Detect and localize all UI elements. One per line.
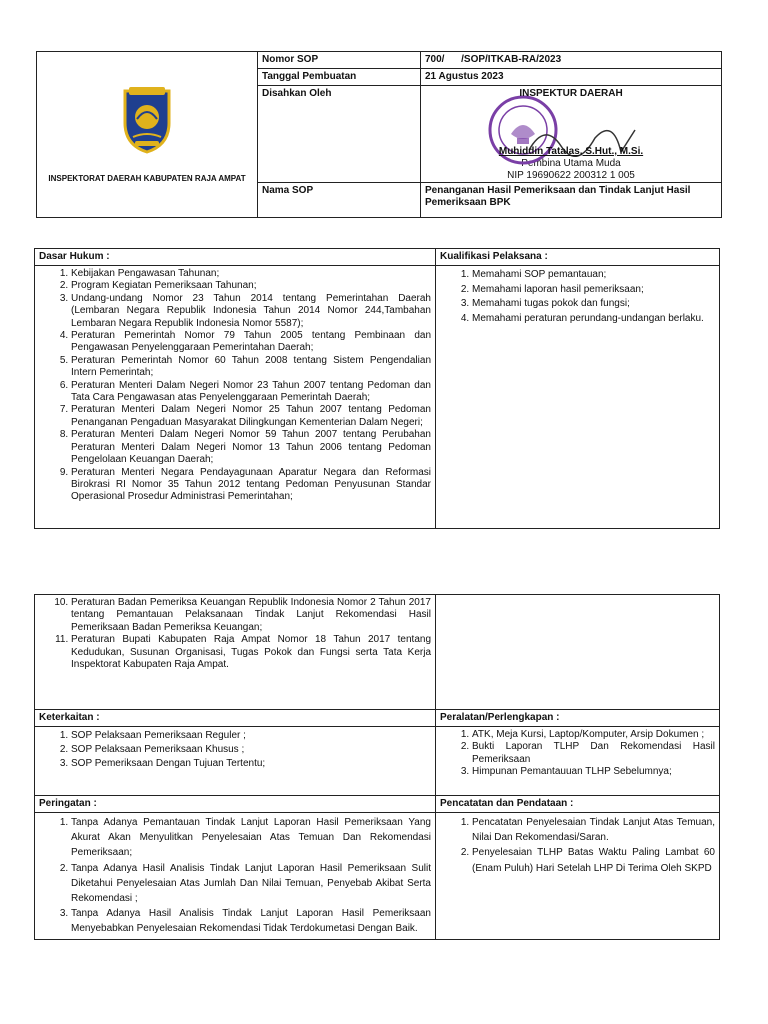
list-item: 6. Peraturan Menteri Dalam Negeri Nomor 23 Tahun 2007 tentang Pedoman dan Tata Cara Pengawasan atas Penyelenggaraan Pemerintah Daerah; (71, 380, 431, 405)
signatory-title: INSPEKTUR DAERAH (519, 88, 623, 99)
list-item: 2. SOP Pelaksaan Pemeriksaan Khusus ; (71, 743, 431, 757)
list-item: 9. Peraturan Menteri Negara Pendayagunaan Aparatur Negara dan Reformasi Birokrasi RI Nomor 35 Tahun 2012 tentang Pedoman Penyusunan Standar Operasional Prosedur Administrasi Pemerintahan; (71, 467, 431, 504)
keterkaitan-list (39, 729, 431, 771)
list-item: 3. Memahami tugas pokok dan fungsi; (472, 297, 715, 312)
list-item: 2. Memahami laporan hasil pemeriksaan; (472, 283, 715, 298)
value-nama-sop: Penanganan Hasil Pemeriksaan dan Tindak Lanjut Hasil Pemeriksaan BPK (421, 183, 722, 218)
empty-cell (436, 595, 720, 710)
signatory-name: Muhiddin Tatalas, S.Hut., M.Si. (498, 146, 644, 157)
value-tanggal: 21 Agustus 2023 (421, 69, 722, 86)
kualifikasi-heading: Kualifikasi Pelaksana : (436, 249, 720, 266)
list-item: 2. Program Kegiatan Pemeriksaan Tahunan; (71, 280, 431, 292)
label-disahkan: Disahkan Oleh (258, 86, 421, 183)
sop-detail-table (34, 594, 720, 940)
kualifikasi-list (440, 268, 715, 326)
kualifikasi-cell (436, 266, 720, 529)
list-item: 8. Peraturan Menteri Dalam Negeri Nomor 59 Tahun 2007 tentang Perubahan Peraturan Menteri Dalam Negeri Nomor 13 Tahun 2006 tentang Pedoman Pengelolaan Keuangan Daerah; (71, 429, 431, 466)
signatory-nip: NIP 19690622 200312 1 005 (507, 170, 635, 181)
list-item: 1. Tanpa Adanya Pemantauan Tindak Lanjut Laporan Hasil Pemeriksaan Yang Akurat Akan Menyulitkan Penyelesaian Atas Temuan Dan Rekomendasi Pemeriksaan; (71, 815, 431, 861)
pencatatan-list (440, 815, 715, 876)
list-item: 3. Himpunan Pemantauuan TLHP Sebelumnya; (472, 766, 715, 778)
institution-name: INSPEKTORAT DAERAH KABUPATEN RAJA AMPAT (48, 173, 246, 183)
peringatan-cell (35, 813, 436, 940)
list-item: 2. Penyelesaian TLHP Batas Waktu Paling Lambat 60 (Enam Puluh) Hari Setelah LHP Di Terima Oleh SKPD (472, 845, 715, 875)
list-item: 3. Tanpa Adanya Hasil Analisis Tindak Lanjut Laporan Hasil Pemeriksaan Menyebabkan Penyelesaian Rekomendasi Tidak Terdokumetasi Dengan Baik. (71, 906, 431, 936)
list-item: 3. Undang-undang Nomor 23 Tahun 2014 tentang Pemerintahan Daerah (Lembaran Negara Republik Indonesia Tahun 2014 Nomor 244,Tambahan Lembaran Negara Republik Indonesia Nomor 5587); (71, 293, 431, 330)
list-item: 1. Pencatatan Penyelesaian Tindak Lanjut Atas Temuan, Nilai Dan Rekomendasi/Saran. (472, 815, 715, 845)
list-item: 1. Memahami SOP pemantauan; (472, 268, 715, 283)
list-item: 1. Kebijakan Pengawasan Tahunan; (71, 268, 431, 280)
peralatan-list (440, 729, 715, 779)
list-item: 10. Peraturan Badan Pemeriksa Keuangan Republik Indonesia Nomor 2 Tahun 2017 tentang Pemantauan Pelaksanaan Tindak Lanjut Rekomendasi Hasil Pemeriksaan Badan Pemeriksa Keuangan; (71, 597, 431, 634)
list-item: 2. Tanpa Adanya Hasil Analisis Tindak Lanjut Laporan Hasil Pemeriksaan Sulit Diketahui Penyelesaian Atas Jumlah Dan Nilai Temuan, Penyebab Akibat Serta Rekomendasi ; (71, 861, 431, 907)
list-item: 1. SOP Pelaksaan Pemeriksaan Reguler ; (71, 729, 431, 743)
list-item: 5. Peraturan Pemerintah Nomor 60 Tahun 2008 tentang Sistem Pengendalian Intern Pemerintah; (71, 355, 431, 380)
keterkaitan-heading: Keterkaitan : (35, 710, 436, 727)
signatory-rank: Pembina Utama Muda (521, 158, 621, 169)
pencatatan-heading: Pencatatan dan Pendataan : (436, 796, 720, 813)
list-item: 4. Memahami peraturan perundang-undangan berlaku. (472, 312, 715, 327)
list-item: 4. Peraturan Pemerintah Nomor 79 Tahun 2005 tentang Pembinaan dan Pengawasan Penyelenggaraan Pemerintahan Daerah; (71, 330, 431, 355)
institution-cell (37, 52, 258, 218)
list-item: 3. SOP Pemeriksaan Dengan Tujuan Tertentu; (71, 757, 431, 771)
dasar-hukum-list-continued (39, 597, 431, 671)
sop-header-table (36, 51, 722, 218)
pencatatan-cell (436, 813, 720, 940)
peralatan-heading: Peralatan/Perlengkapan : (436, 710, 720, 727)
list-item: 11. Peraturan Bupati Kabupaten Raja Ampat Nomor 18 Tahun 2017 tentang Kedudukan, Susunan Organisasi, Tugas Pokok dan Fungsi serta Tata Kerja Inspektorat Kabupaten Raja Ampat. (71, 634, 431, 671)
value-nomor-sop: 700/ /SOP/ITKAB-RA/2023 (421, 52, 722, 69)
peralatan-cell (436, 727, 720, 796)
label-nama-sop: Nama SOP (258, 183, 421, 218)
dasar-hukum-heading: Dasar Hukum : (35, 249, 436, 266)
dasar-hukum-list (39, 268, 431, 504)
list-item: 7. Peraturan Menteri Dalam Negeri Nomor 25 Tahun 2007 tentang Pedoman Penanganan Pengaduan Masyarakat Dilingkungan Kementerian Dalam Negeri; (71, 404, 431, 429)
signature-cell (421, 86, 722, 183)
label-tanggal: Tanggal Pembuatan (258, 69, 421, 86)
regency-logo-icon (119, 85, 175, 155)
legal-basis-table (34, 248, 720, 529)
peringatan-list (39, 815, 431, 937)
label-nomor-sop: Nomor SOP (258, 52, 421, 69)
dasar-hukum-cell (35, 266, 436, 529)
keterkaitan-cell (35, 727, 436, 796)
dasar-hukum-continued-cell (35, 595, 436, 710)
peringatan-heading: Peringatan : (35, 796, 436, 813)
list-item: 2. Bukti Laporan TLHP Dan Rekomendasi Hasil Pemeriksaan (472, 741, 715, 766)
list-item: 1. ATK, Meja Kursi, Laptop/Komputer, Arsip Dokumen ; (472, 729, 715, 741)
